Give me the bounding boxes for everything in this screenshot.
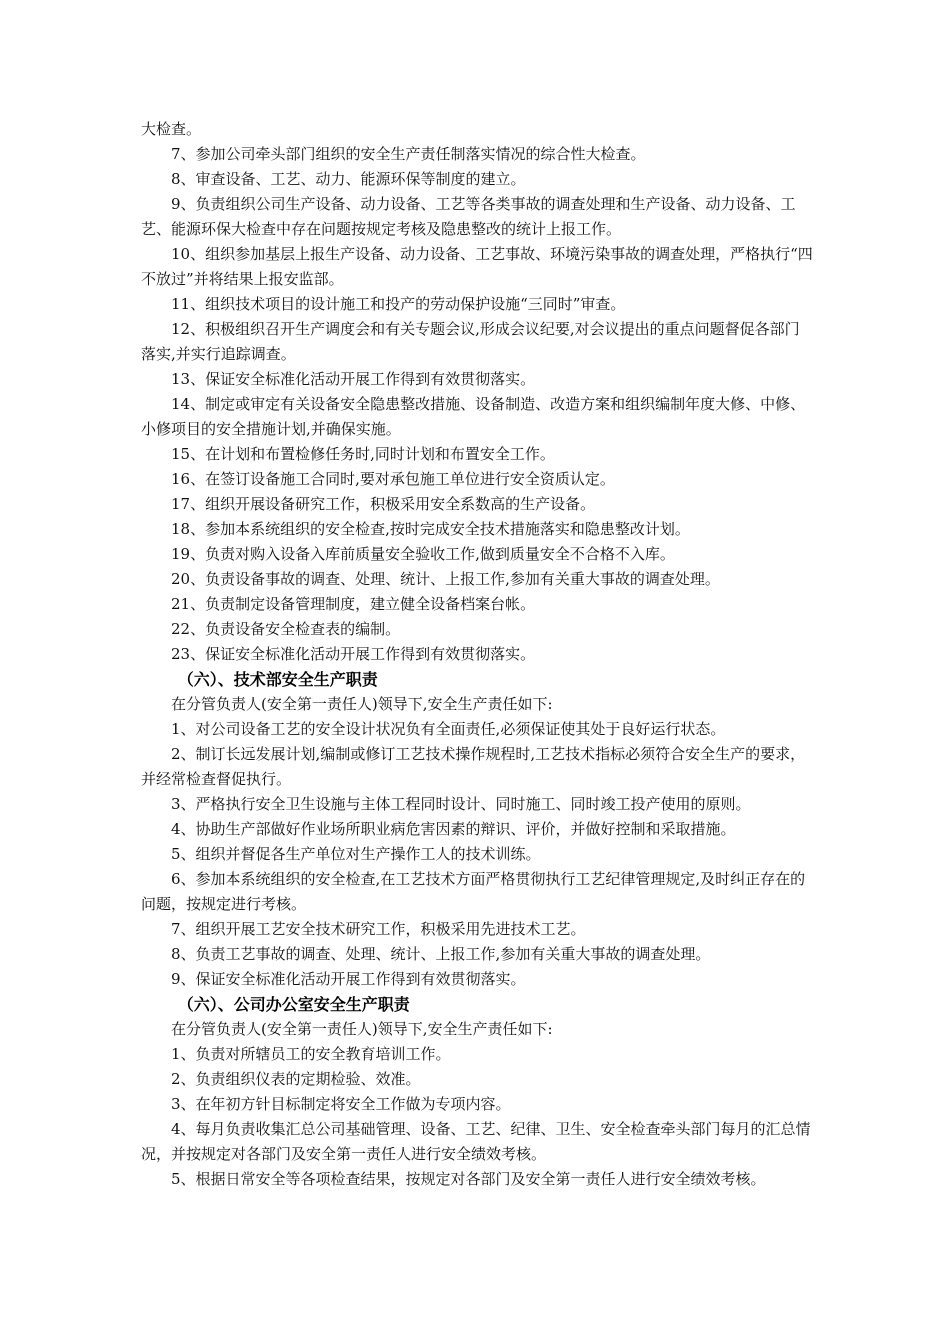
list-item: 9、负责组织公司生产设备、动力设备、工艺等各类事故的调查处理和生产设备、动力设备、工艺、能源环保大检查中存在问题按规定考核及隐患整改的统计上报工作。 [141,195,796,238]
list-item: 12、积极组织召开生产调度会和有关专题会议,形成会议纪要,对会议提出的重点问题督促各部门落实,并实行追踪调查。 [141,320,800,363]
list-item: 5、根据日常安全等各项检查结果，按规定对各部门及安全第一责任人进行安全绩效考核。 [171,1170,766,1188]
list-item: 14、制定或审定有关设备安全隐患整改措施、设备制造、改造方案和组织编制年度大修、中修、小修项目的安全措施计划,并确保实施。 [141,395,806,438]
list-item: 13、保证安全标准化活动开展工作得到有效贯彻落实。 [171,370,536,388]
list-item: 5、组织并督促各生产单位对生产操作工人的技术训练。 [171,845,541,863]
list-item: 4、协助生产部做好作业场所职业病危害因素的辩识、评价，并做好控制和采取措施。 [171,820,736,838]
list-item: 9、保证安全标准化活动开展工作得到有效贯彻落实。 [171,970,526,988]
list-item: 20、负责设备事故的调查、处理、统计、上报工作,参加有关重大事故的调查处理。 [171,570,720,588]
list-item: 21、负责制定设备管理制度，建立健全设备档案台帐。 [171,595,536,613]
list-item: 11、组织技术项目的设计施工和投产的劳动保护设施“三同时”审查。 [171,295,626,313]
section-intro: 在分管负责人(安全第一责任人)领导下,安全生产责任如下: [171,695,553,713]
list-item: 7、组织开展工艺安全技术研究工作，积极采用先进技术工艺。 [171,920,586,938]
list-item: 1、负责对所辖员工的安全教育培训工作。 [171,1045,451,1063]
section-heading-office: （六）、公司办公室安全生产职责 [177,995,410,1014]
section-intro: 在分管负责人(安全第一责任人)领导下,安全生产责任如下: [171,1020,553,1038]
list-item: 1、对公司设备工艺的安全设计状况负有全面责任,必须保证使其处于良好运行状态。 [171,720,726,738]
list-item: 17、组织开展设备研究工作，积极采用安全系数高的生产设备。 [171,495,596,513]
list-item: 7、参加公司牵头部门组织的安全生产责任制落实情况的综合性大检查。 [171,145,646,163]
list-item: 3、严格执行安全卫生设施与主体工程同时设计、同时施工、同时竣工投产使用的原则。 [171,795,751,813]
list-item: 6、参加本系统组织的安全检查,在工艺技术方面严格贯彻执行工艺纪律管理规定,及时纠正存在的问题，按规定进行考核。 [141,870,806,913]
list-item: 2、负责组织仪表的定期检验、效准。 [171,1070,421,1088]
list-item: 8、负责工艺事故的调查、处理、统计、上报工作,参加有关重大事故的调查处理。 [171,945,711,963]
section-heading-tech: （六）、技术部安全生产职责 [177,670,378,689]
list-item: 3、在年初方针目标制定将安全工作做为专项内容。 [171,1095,511,1113]
list-item: 16、在签订设备施工合同时,要对承包施工单位进行安全资质认定。 [171,470,615,488]
list-item: 2、制订长远发展计划,编制或修订工艺技术操作规程时,工艺技术指标必须符合安全生产的要求，并经常检查督促执行。 [141,745,806,788]
list-item: 4、每月负责收集汇总公司基础管理、设备、工艺、纪律、卫生、安全检查牵头部门每月的汇总情况，并按规定对各部门及安全第一责任人进行安全绩效考核。 [141,1120,811,1163]
list-item: 15、在计划和布置检修任务时,同时计划和布置安全工作。 [171,445,555,463]
paragraph-continuation: 大检查。 [141,120,202,138]
list-item: 18、参加本系统组织的安全检查,按时完成安全技术措施落实和隐患整改计划。 [171,520,690,538]
list-item: 8、审查设备、工艺、动力、能源环保等制度的建立。 [171,170,526,188]
document-body [141,117,813,1192]
list-item: 22、负责设备安全检查表的编制。 [171,620,401,638]
list-item: 23、保证安全标准化活动开展工作得到有效贯彻落实。 [171,645,536,663]
list-item: 10、组织参加基层上报生产设备、动力设备、工艺事故、环境污染事故的调查处理，严格执行“四不放过”并将结果上报安监部。 [141,245,813,288]
list-item: 19、负责对购入设备入库前质量安全验收工作,做到质量安全不合格不入库。 [171,545,675,563]
